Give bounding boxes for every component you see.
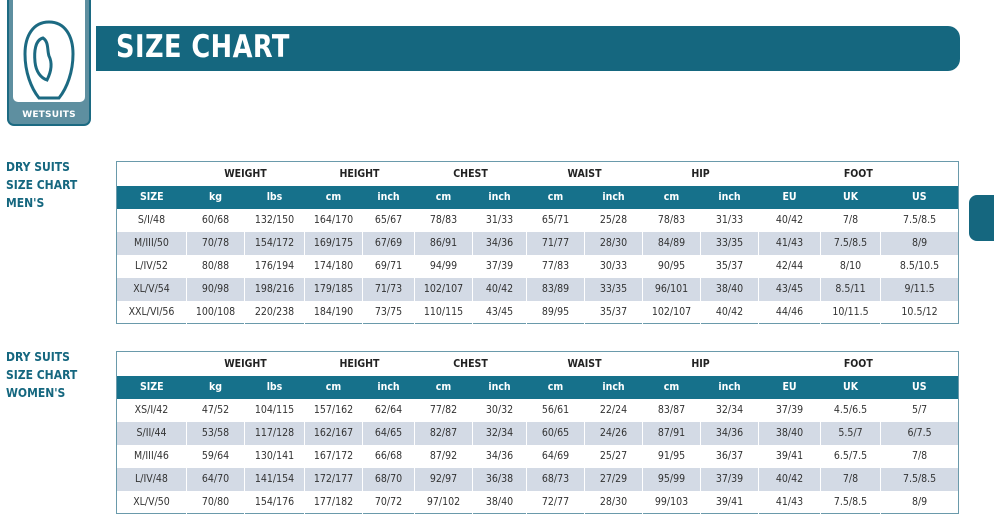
column-header-cell: inch <box>473 186 527 209</box>
column-header-cell: inch <box>701 376 759 399</box>
header-bar <box>96 26 960 71</box>
table-cell: 43/45 <box>473 301 527 324</box>
hood-icon <box>19 18 79 100</box>
column-header-cell: cm <box>305 376 363 399</box>
table-cell: 40/42 <box>473 278 527 301</box>
table-cell: 37/39 <box>759 399 821 422</box>
table-cell: 36/38 <box>473 468 527 491</box>
table-cell: 8.5/11 <box>821 278 881 301</box>
column-header-cell: inch <box>585 186 643 209</box>
table-cell: 40/42 <box>759 468 821 491</box>
table-cell: 132/150 <box>245 209 305 232</box>
table-cell: 38/40 <box>759 422 821 445</box>
table-cell: 35/37 <box>701 255 759 278</box>
table-cell: 84/89 <box>643 232 701 255</box>
table-row <box>117 209 959 232</box>
table-cell: 91/95 <box>643 445 701 468</box>
table-cell: 53/58 <box>187 422 245 445</box>
column-header-cell: UK <box>821 186 881 209</box>
page-title: SIZE CHART <box>116 29 290 65</box>
table-cell: S/I/48 <box>117 209 187 232</box>
table-cell: 110/115 <box>415 301 473 324</box>
table-cell: 68/70 <box>363 468 415 491</box>
table-cell: 32/34 <box>473 422 527 445</box>
column-header-cell: EU <box>759 376 821 399</box>
table-cell: 30/33 <box>585 255 643 278</box>
table-cell: 25/27 <box>585 445 643 468</box>
group-header-cell: HIP <box>643 162 759 186</box>
table-cell: 60/65 <box>527 422 585 445</box>
table-cell: 68/73 <box>527 468 585 491</box>
group-header-cell: HEIGHT <box>305 162 415 186</box>
table-cell: 176/194 <box>245 255 305 278</box>
table-cell: 27/29 <box>585 468 643 491</box>
table-cell: 7.5/8.5 <box>881 468 959 491</box>
table-cell: 22/24 <box>585 399 643 422</box>
table-cell: 9/11.5 <box>881 278 959 301</box>
group-header-cell: FOOT <box>759 352 959 376</box>
table-cell: 117/128 <box>245 422 305 445</box>
table-cell: 141/154 <box>245 468 305 491</box>
table-cell: 179/185 <box>305 278 363 301</box>
group-header-cell: CHEST <box>415 162 527 186</box>
column-header-cell: lbs <box>245 186 305 209</box>
column-header-cell: SIZE <box>117 186 187 209</box>
column-header-cell: cm <box>527 186 585 209</box>
table-cell: 157/162 <box>305 399 363 422</box>
table-row <box>117 278 959 301</box>
table-cell: 56/61 <box>527 399 585 422</box>
table-row <box>117 468 959 491</box>
table-cell: 78/83 <box>415 209 473 232</box>
table-cell: 73/75 <box>363 301 415 324</box>
table-cell: 33/35 <box>701 232 759 255</box>
column-header-cell: cm <box>643 376 701 399</box>
table-cell: 37/39 <box>473 255 527 278</box>
table-cell: 71/77 <box>527 232 585 255</box>
table-cell: 89/95 <box>527 301 585 324</box>
table-cell: XXL/VI/56 <box>117 301 187 324</box>
women-label-line-3: WOMEN'S <box>6 386 66 400</box>
table-cell: 62/64 <box>363 399 415 422</box>
table-cell: 5/7 <box>881 399 959 422</box>
column-header-cell: inch <box>701 186 759 209</box>
table-cell: 4.5/6.5 <box>821 399 881 422</box>
table-cell: 7.5/8.5 <box>881 209 959 232</box>
group-header-cell: HIP <box>643 352 759 376</box>
table-cell: M/III/50 <box>117 232 187 255</box>
table-cell: 6/7.5 <box>881 422 959 445</box>
table-cell: 66/68 <box>363 445 415 468</box>
table-cell: 70/78 <box>187 232 245 255</box>
table-cell: XS/I/42 <box>117 399 187 422</box>
group-header-row <box>117 352 959 376</box>
table-cell: 100/108 <box>187 301 245 324</box>
table-cell: 25/28 <box>585 209 643 232</box>
table-cell: 96/101 <box>643 278 701 301</box>
group-header-cell: CHEST <box>415 352 527 376</box>
table-cell: 38/40 <box>701 278 759 301</box>
table-cell: 64/70 <box>187 468 245 491</box>
table-cell: 169/175 <box>305 232 363 255</box>
table-cell: 104/115 <box>245 399 305 422</box>
women-size-table <box>116 351 959 514</box>
men-section-label <box>6 158 77 212</box>
table-cell: 86/91 <box>415 232 473 255</box>
table-cell: 90/95 <box>643 255 701 278</box>
table-cell: 8/9 <box>881 491 959 514</box>
table-cell: 172/177 <box>305 468 363 491</box>
table-cell: 34/36 <box>473 445 527 468</box>
table-cell: 94/99 <box>415 255 473 278</box>
table-cell: 65/71 <box>527 209 585 232</box>
men-label-line-3: MEN'S <box>6 196 45 210</box>
side-tab[interactable] <box>969 195 994 241</box>
table-cell: 71/73 <box>363 278 415 301</box>
table-cell: 97/102 <box>415 491 473 514</box>
table-cell: 162/167 <box>305 422 363 445</box>
table-cell: 65/67 <box>363 209 415 232</box>
table-cell: 40/42 <box>759 209 821 232</box>
table-cell: 39/41 <box>759 445 821 468</box>
table-cell: 102/107 <box>415 278 473 301</box>
table-cell: 70/80 <box>187 491 245 514</box>
table-cell: 95/99 <box>643 468 701 491</box>
table-cell: 37/39 <box>701 468 759 491</box>
table-cell: 220/238 <box>245 301 305 324</box>
table-row <box>117 491 959 514</box>
column-header-cell: cm <box>415 186 473 209</box>
table-cell: 184/190 <box>305 301 363 324</box>
column-header-row <box>117 376 959 399</box>
table-cell: 36/37 <box>701 445 759 468</box>
table-cell: 70/72 <box>363 491 415 514</box>
table-cell: 39/41 <box>701 491 759 514</box>
group-header-cell: WEIGHT <box>187 162 305 186</box>
table-cell: 44/46 <box>759 301 821 324</box>
table-row <box>117 445 959 468</box>
table-cell: 78/83 <box>643 209 701 232</box>
column-header-cell: cm <box>305 186 363 209</box>
table-cell: 40/42 <box>701 301 759 324</box>
column-header-cell: inch <box>363 186 415 209</box>
table-cell: 83/89 <box>527 278 585 301</box>
table-cell: 69/71 <box>363 255 415 278</box>
table-cell: 42/44 <box>759 255 821 278</box>
table-cell: 177/182 <box>305 491 363 514</box>
table-cell: 82/87 <box>415 422 473 445</box>
table-cell: 7/8 <box>821 468 881 491</box>
table-cell: 41/43 <box>759 491 821 514</box>
group-header-cell: WEIGHT <box>187 352 305 376</box>
table-cell: 198/216 <box>245 278 305 301</box>
table-cell: 41/43 <box>759 232 821 255</box>
column-header-cell: cm <box>415 376 473 399</box>
table-cell: 154/176 <box>245 491 305 514</box>
group-header-cell <box>117 352 187 376</box>
table-cell: 64/65 <box>363 422 415 445</box>
column-header-cell: EU <box>759 186 821 209</box>
table-cell: 174/180 <box>305 255 363 278</box>
column-header-cell: US <box>881 376 959 399</box>
table-cell: 30/32 <box>473 399 527 422</box>
table-row <box>117 301 959 324</box>
women-section-label <box>6 348 77 402</box>
group-header-cell: WAIST <box>527 162 643 186</box>
table-cell: 167/172 <box>305 445 363 468</box>
table-cell: 7.5/8.5 <box>821 232 881 255</box>
men-size-table <box>116 161 959 324</box>
table-cell: M/III/46 <box>117 445 187 468</box>
table-cell: 80/88 <box>187 255 245 278</box>
table-cell: 99/103 <box>643 491 701 514</box>
table-cell: 87/91 <box>643 422 701 445</box>
group-header-cell: WAIST <box>527 352 643 376</box>
table-row <box>117 399 959 422</box>
badge-label: WETSUITS <box>22 110 76 120</box>
table-cell: 47/52 <box>187 399 245 422</box>
table-cell: 77/83 <box>527 255 585 278</box>
men-label-line-2: SIZE CHART <box>6 178 78 192</box>
table-cell: 154/172 <box>245 232 305 255</box>
table-cell: 31/33 <box>701 209 759 232</box>
column-header-cell: US <box>881 186 959 209</box>
table-cell: 32/34 <box>701 399 759 422</box>
column-header-cell: kg <box>187 186 245 209</box>
table-cell: 38/40 <box>473 491 527 514</box>
table-cell: 77/82 <box>415 399 473 422</box>
column-header-cell: inch <box>363 376 415 399</box>
column-header-cell: inch <box>585 376 643 399</box>
group-header-cell <box>117 162 187 186</box>
column-header-cell: UK <box>821 376 881 399</box>
table-cell: 60/68 <box>187 209 245 232</box>
table-cell: 35/37 <box>585 301 643 324</box>
table-row <box>117 255 959 278</box>
table-cell: 67/69 <box>363 232 415 255</box>
table-row <box>117 232 959 255</box>
table-cell: 8/10 <box>821 255 881 278</box>
table-cell: 10/11.5 <box>821 301 881 324</box>
table-cell: S/II/44 <box>117 422 187 445</box>
table-cell: 43/45 <box>759 278 821 301</box>
table-cell: L/IV/48 <box>117 468 187 491</box>
group-header-row <box>117 162 959 186</box>
table-cell: XL/V/54 <box>117 278 187 301</box>
table-cell: 31/33 <box>473 209 527 232</box>
table-cell: 24/26 <box>585 422 643 445</box>
table-cell: XL/V/50 <box>117 491 187 514</box>
table-cell: 10.5/12 <box>881 301 959 324</box>
column-header-cell: cm <box>527 376 585 399</box>
table-cell: 87/92 <box>415 445 473 468</box>
table-cell: 64/69 <box>527 445 585 468</box>
table-cell: 59/64 <box>187 445 245 468</box>
group-header-cell: HEIGHT <box>305 352 415 376</box>
table-cell: 7/8 <box>821 209 881 232</box>
table-cell: 83/87 <box>643 399 701 422</box>
women-label-line-1: DRY SUITS <box>6 350 70 364</box>
column-header-cell: cm <box>643 186 701 209</box>
table-cell: 5.5/7 <box>821 422 881 445</box>
table-cell: 102/107 <box>643 301 701 324</box>
table-cell: 34/36 <box>701 422 759 445</box>
table-cell: 92/97 <box>415 468 473 491</box>
column-header-cell: kg <box>187 376 245 399</box>
table-cell: 33/35 <box>585 278 643 301</box>
table-cell: 28/30 <box>585 232 643 255</box>
table-cell: 8/9 <box>881 232 959 255</box>
column-header-row <box>117 186 959 209</box>
table-cell: 90/98 <box>187 278 245 301</box>
table-cell: 7.5/8.5 <box>821 491 881 514</box>
column-header-cell: SIZE <box>117 376 187 399</box>
table-cell: 72/77 <box>527 491 585 514</box>
wetsuits-badge <box>7 0 91 126</box>
table-cell: 6.5/7.5 <box>821 445 881 468</box>
table-row <box>117 422 959 445</box>
group-header-cell: FOOT <box>759 162 959 186</box>
table-cell: 164/170 <box>305 209 363 232</box>
table-cell: 28/30 <box>585 491 643 514</box>
table-cell: L/IV/52 <box>117 255 187 278</box>
women-label-line-2: SIZE CHART <box>6 368 78 382</box>
table-cell: 8.5/10.5 <box>881 255 959 278</box>
table-cell: 34/36 <box>473 232 527 255</box>
men-label-line-1: DRY SUITS <box>6 160 70 174</box>
table-cell: 7/8 <box>881 445 959 468</box>
column-header-cell: lbs <box>245 376 305 399</box>
table-cell: 130/141 <box>245 445 305 468</box>
column-header-cell: inch <box>473 376 527 399</box>
